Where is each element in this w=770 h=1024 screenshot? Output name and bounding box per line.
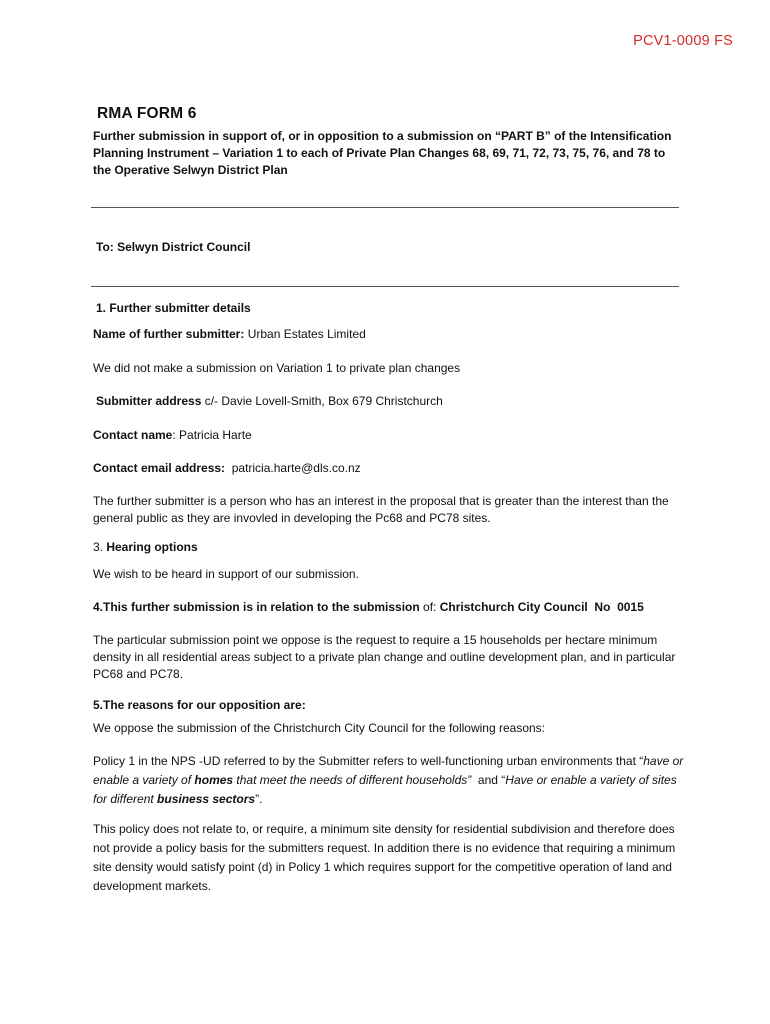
interest-statement: The further submitter is a person who has an interest in the proposal that is greater than the interest than the general public as they are invovled in developing the Pc68 and PC78 sites. [93,494,669,525]
contact-name [93,427,693,444]
contact-name-label: Contact name [93,428,173,442]
submitter-name-label: Name of further submitter: [93,327,245,341]
form-title: RMA FORM 6 [97,105,197,122]
submitter-address-value: c/- Davie Lovell-Smith, Box 679 Christchurch [201,394,443,408]
submitter-address [96,393,696,410]
p1-e: and “ [471,773,506,787]
contact-name-value: : Patricia Harte [172,428,252,442]
opposition-intro: We oppose the submission of the Christchurch City Council for the following reasons: [93,721,545,735]
contact-email-label: Contact email address: [93,461,226,475]
submitter-name [93,326,693,343]
p1-c: homes [194,773,234,787]
p1-b: have or enable a variety of [93,754,684,787]
section4-of: of: [419,600,440,614]
to-line: To: Selwyn District Council [96,240,251,254]
section4-heading [93,599,693,616]
hearing-statement: We wish to be heard in support of our submission. [93,567,359,581]
p1-a: Policy 1 in the NPS -UD referred to by the Submitter refers to well-functioning urban environments that “ [93,754,644,768]
p1-h: ”. [255,792,263,806]
no-submission-statement: We did not make a submission on Variation 1 to private plan changes [93,361,461,375]
section3-heading [93,539,693,556]
section5-heading: 5.The reasons for our opposition are: [93,698,306,712]
section1-heading: 1. Further submitter details [96,301,251,315]
contact-email [93,460,693,477]
section3-title: Hearing options [106,540,198,554]
policy-paragraph [93,752,693,809]
contact-email-value: patricia.harte@dls.co.nz [225,461,361,475]
section4-title: 4.This further submission is in relation to the submission [93,600,420,614]
submitter-name-value: Urban Estates Limited [244,327,366,341]
section4-submitter: Christchurch City Council No 0015 [439,600,644,614]
divider [91,286,679,287]
p1-g: business sectors [157,792,256,806]
submitter-address-label: Submitter address [96,394,202,408]
divider [91,207,679,208]
form-subtitle: Further submission in support of, or in opposition to a submission on “PART B” of the Intensification Planning Instrument – Variation 1 to each of Private Plan Changes 68, 69, 71, 72, 73, 75, 76, and 78 to the Operative Selwyn District Plan [93,129,672,177]
reference-code: PCV1-0009 FS [633,33,733,49]
submission-point: The particular submission point we oppose is the request to require a 15 households per hectare minimum density in all residential areas subject to a private plan change and outline development plan, and in particular PC68 and PC78. [93,633,676,681]
p1-f: Have or enable a variety of sites for different [93,773,677,806]
section3-number: 3. [93,540,107,554]
policy-analysis-paragraph: This policy does not relate to, or require, a minimum site density for residential subdivision and therefore does not provide a policy basis for the submitters request. In addition there is no evidence that requiring a minimum site density would satisfy point (d) in Policy 1 which requires support for the competitive operation of land and development markets. [93,822,676,893]
p1-d: that meet the needs of different households” [233,773,472,787]
